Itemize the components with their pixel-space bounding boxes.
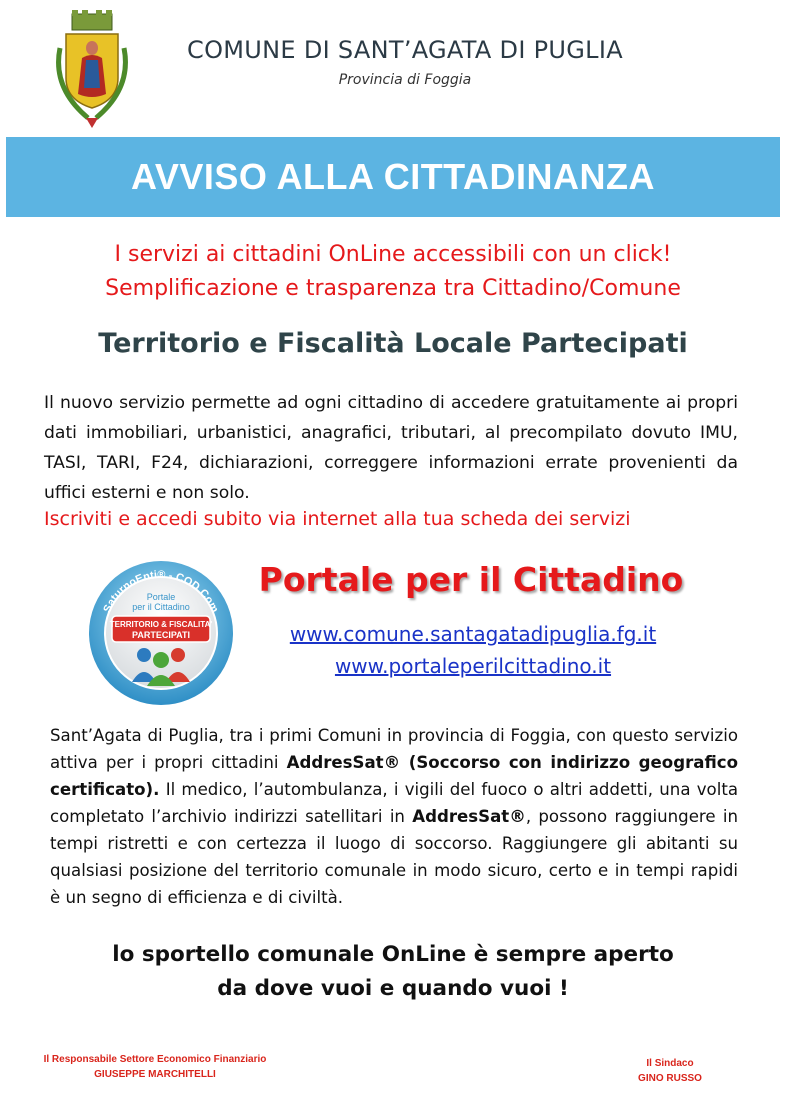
notice-banner — [6, 137, 780, 217]
addressat-text-2: Il medico, l’autombulanza, i vigili del fuoco o altri addetti, una volta completato l’archivio indirizzi satellitari in — [50, 780, 738, 826]
signature-right-role: Il Sindaco — [646, 1058, 694, 1069]
addressat-bold-2: AddresSat® — [412, 807, 526, 826]
badge-top-line-1: Portale — [146, 592, 176, 602]
signup-call-to-action: Iscriviti e accedi subito via internet alla tua scheda dei servizi — [44, 508, 631, 530]
closing-message — [40, 938, 746, 1006]
municipal-crest-logo — [50, 8, 134, 132]
portale-website-link[interactable]: www.portaleperilcittadino.it — [334, 654, 612, 678]
badge-ring-text: SaturnoEnti® - COD.Com — [101, 568, 221, 615]
closing-line-2: da dove vuoi e quando vuoi ! — [217, 976, 569, 1001]
banner-title: AVVISO ALLA CITTADINANZA — [131, 156, 655, 197]
signature-left-role: Il Responsabile Settore Economico Finanziario — [43, 1054, 267, 1065]
municipality-title: COMUNE DI SANT’AGATA DI PUGLIA — [187, 36, 623, 64]
badge-label-1: TERRITORIO & FISCALITA' — [109, 620, 213, 629]
closing-line-1: lo sportello comunale OnLine è sempre aperto — [112, 942, 674, 967]
signature-right — [620, 1056, 720, 1086]
intro-line-2: Semplificazione e trasparenza tra Cittadino/Comune — [105, 276, 681, 301]
portale-badge-logo — [86, 558, 236, 708]
addressat-description — [50, 722, 738, 911]
badge-top-line-2: per il Cittadino — [132, 602, 190, 612]
addressat-bold-1: AddresSat® (Soccorso con indirizzo geografico certificato). — [50, 753, 738, 799]
intro-lines — [20, 238, 766, 306]
portale-title: Portale per il Cittadino — [258, 560, 684, 599]
comune-website-link[interactable]: www.comune.santagatadipuglia.fg.it — [289, 622, 657, 646]
province-subtitle: Provincia di Foggia — [338, 72, 472, 88]
addressat-text-1: Sant’Agata di Puglia, tra i primi Comuni in provincia di Foggia, con questo servizio attiva per i propri cittadini — [50, 726, 738, 772]
badge-label-2: PARTECIPATI — [132, 630, 190, 640]
service-description: Il nuovo servizio permette ad ogni cittadino di accedere gratuitamente ai propri dati immobiliari, urbanistici, anagrafici, tributari, al precompilato dovuto IMU, TASI, TARI, F24, dichiarazioni, correggere informazioni errate provenienti da uffici esterni e non solo. — [44, 393, 738, 503]
intro-line-1: I servizi ai cittadini OnLine accessibili con un click! — [114, 242, 672, 267]
addressat-text-3: , possono raggiungere in tempi ristretti e con certezza il luogo di soccorso. Raggiungere gli abitanti su qualsiasi posizione del territorio comunale in modo sicuro, certo e in tempi rapidi è un segno di efficienza e di civiltà. — [50, 807, 738, 907]
signature-left-name: GIUSEPPE MARCHITELLI — [94, 1069, 216, 1080]
signature-left — [40, 1052, 270, 1082]
signature-right-name: GINO RUSSO — [638, 1073, 702, 1084]
service-headline: Territorio e Fiscalità Locale Partecipati — [98, 328, 688, 359]
